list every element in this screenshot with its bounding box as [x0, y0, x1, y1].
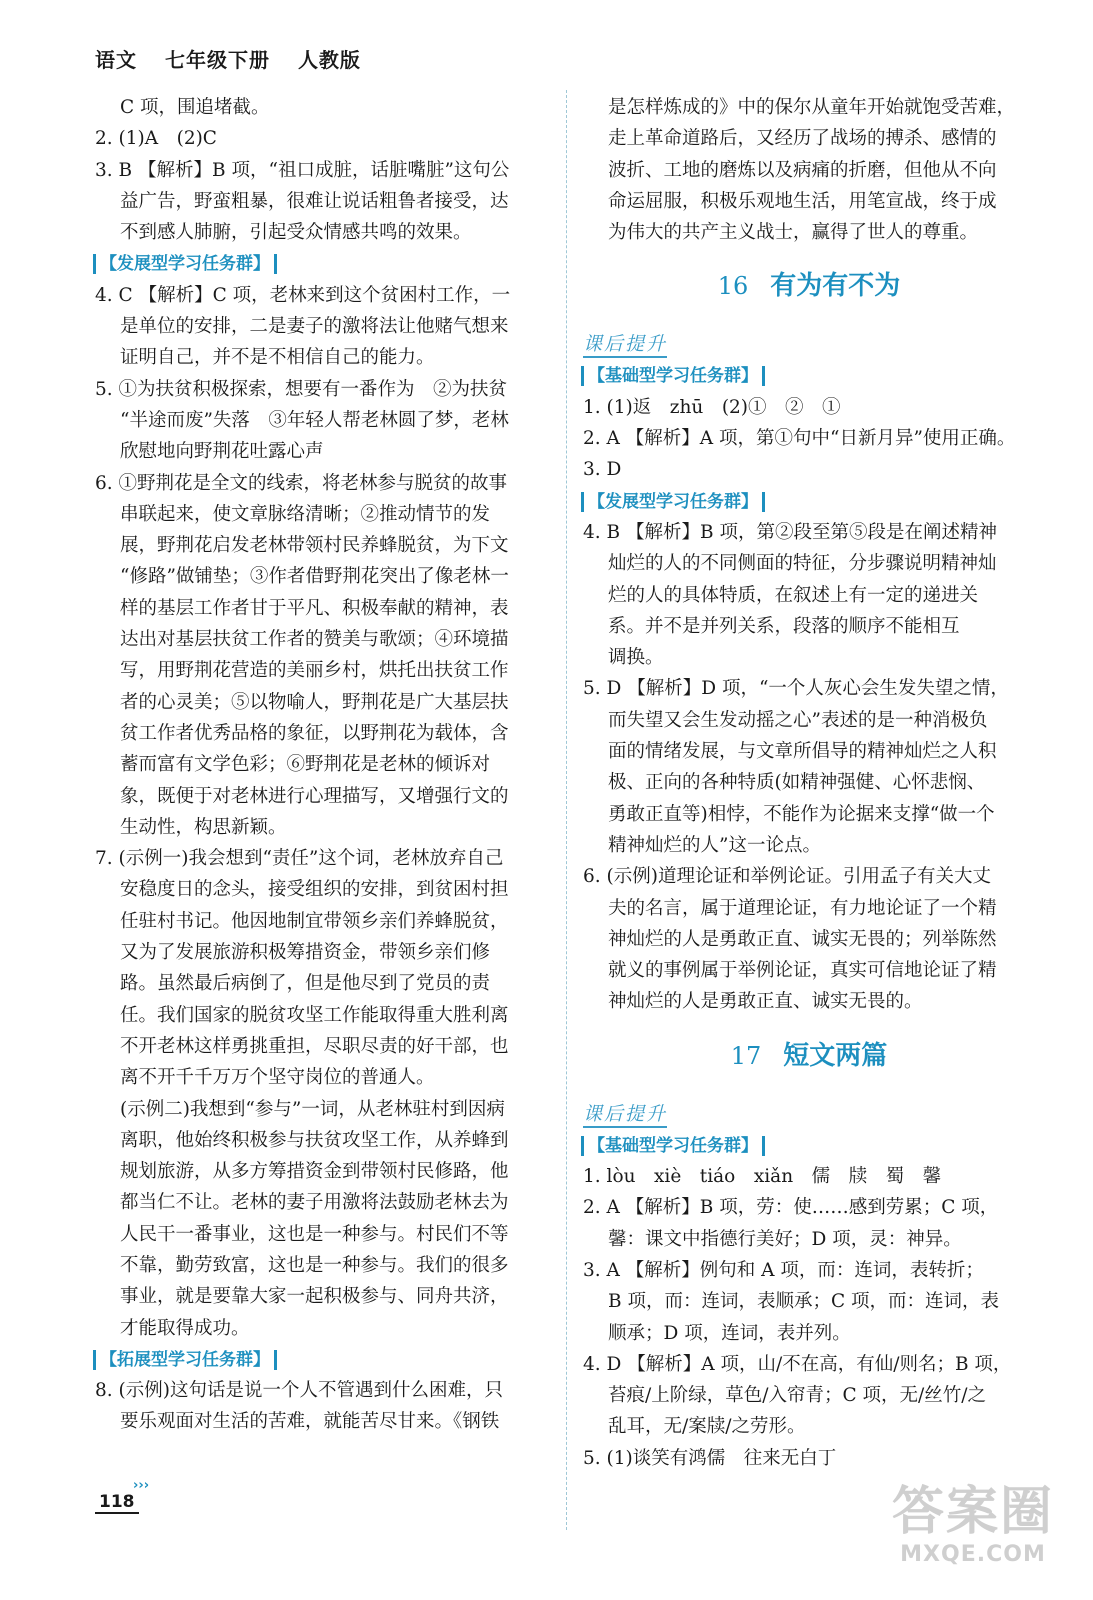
answer-line: 调换。	[608, 647, 664, 669]
answer-line: 展，野荆花启发老林带领村民养蜂脱贫，为下文	[120, 535, 509, 557]
answer-line: 烂的人的具体特质，在叙述上有一定的递进关	[608, 584, 979, 606]
answer-line: 欣慰地向野荆花吐露心声	[120, 441, 324, 463]
answer-line: 益广告，野蛮粗暴，很难让说话粗鲁者接受，达	[120, 190, 509, 212]
answer-line: 安稳度日的念头，接受组织的安排，到贫困村担	[120, 879, 509, 901]
left-column	[95, 92, 550, 1438]
task-group-label	[583, 360, 1035, 391]
answer-line: 乱耳，无/案牍/之劳形。	[608, 1416, 806, 1438]
answer-line: 馨：课文中指德行美好；D 项，灵：神异。	[608, 1228, 962, 1250]
answer-line: 走上革命道路后，又经历了战场的搏杀、感情的	[608, 128, 997, 150]
answer-line: 又为了发展旅游积极筹措资金，带领乡亲们修	[120, 942, 491, 964]
task-group-label	[583, 1130, 1035, 1161]
answer-line: 4. B 【解析】B 项，第②段至第⑤段是在阐述精神	[583, 521, 997, 543]
answer-line: 样的基层工作者甘于平凡、积极奉献的精神，表	[120, 597, 509, 619]
section-subheading-text: 课后提升	[583, 333, 667, 358]
answer-line: 蓄而富有文学色彩；⑥野荆花是老林的倾诉对	[120, 754, 491, 776]
watermark	[883, 1482, 1063, 1582]
answer-line: 才能取得成功。	[120, 1317, 250, 1339]
task-group-label-text: 【发展型学习任务群】	[581, 492, 765, 512]
answer-line: 就义的事例属于举例论证，真实可信地论证了精	[608, 960, 997, 982]
answer-line: 都当仁不让。老林的妻子用激将法鼓励老林去为	[120, 1192, 509, 1214]
task-group-label-text: 【拓展型学习任务群】	[93, 1350, 277, 1370]
answer-line: 灿烂的人的不同侧面的特征，分步骤说明精神灿	[608, 553, 997, 575]
answer-line: 为伟大的共产主义战士，赢得了世人的尊重。	[608, 222, 979, 244]
column-divider	[566, 90, 567, 1530]
answer-line: B 项，而：连词，表顺承；C 项，而：连词，表	[608, 1291, 1000, 1313]
answer-line: 4. D 【解析】A 项，山/不在高，有仙/则名；B 项，	[583, 1353, 1012, 1375]
lesson-title: 短文两篇	[783, 1040, 888, 1071]
answer-line: 离不开千千万万个坚守岗位的普通人。	[120, 1067, 435, 1089]
answer-line: 路。虽然最后病倒了，但是他尽到了党员的责	[120, 973, 491, 995]
answer-line: 是单位的安排，二是妻子的激将法让他赌气想来	[120, 316, 509, 338]
answer-line: 4. C 【解析】C 项，老林来到这个贫困村工作，一	[95, 284, 511, 306]
answer-line: C 项，围追堵截。	[120, 97, 270, 118]
task-group-label-text: 【基础型学习任务群】	[581, 366, 765, 386]
lesson-number: 16	[717, 272, 749, 301]
section-subheading	[583, 324, 1035, 360]
answer-line: “半途而废”失落 ③年轻人帮老林圆了梦，老林	[120, 409, 509, 431]
answer-line: 而失望又会生发动摇之心”表述的是一种消极负	[608, 709, 988, 731]
answer-line: (示例二)我想到“参与”一词，从老林驻村到因病	[120, 1098, 505, 1120]
page-number-block	[95, 1480, 149, 1512]
answer-line: 5. (1)谈笑有鸿儒 往来无白丁	[583, 1447, 837, 1469]
answer-line: 神灿烂的人是勇敢正直、诚实无畏的。	[608, 991, 923, 1013]
task-group-label-text: 【发展型学习任务群】	[93, 254, 277, 274]
answer-line: 6. ①野荆花是全文的线索，将老林参与脱贫的故事	[95, 472, 508, 494]
right-column	[583, 92, 1035, 1474]
answer-line: 3. A 【解析】例句和 A 项，而：连词，表转折；	[583, 1259, 984, 1281]
answer-line: 苔痕/上阶绿，草色/入帘青；C 项，无/丝竹/之	[608, 1385, 986, 1407]
task-group-label	[95, 1344, 550, 1375]
answer-line: 串联起来，使文章脉络清晰；②推动情节的发	[120, 503, 491, 525]
answer-line: 神灿烂的人是勇敢正直、诚实无畏的；列举陈然	[608, 928, 997, 950]
answer-line: 任。我们国家的脱贫攻坚工作能取得重大胜利离	[120, 1004, 509, 1026]
answer-line: 波折、工地的磨炼以及病痛的折磨，但他从不向	[608, 159, 997, 181]
answer-line: 要乐观面对生活的苦难，就能苦尽甘来。《钢铁	[120, 1411, 500, 1433]
answer-line: 规划旅游，从多方筹措资金到带领村民修路，他	[120, 1161, 509, 1183]
answer-line: 3. D	[583, 459, 622, 481]
answer-line: 是怎样炼成的》中的保尔从童年开始就饱受苦难，	[608, 97, 1016, 118]
answer-line: 者的心灵美；⑤以物喻人，野荆花是广大基层扶	[120, 691, 509, 713]
page-header	[95, 44, 381, 73]
answer-line: 达出对基层扶贫工作者的赞美与歌颂；④环境描	[120, 629, 509, 651]
watermark-logo: 答案圈	[891, 1482, 1054, 1542]
task-group-label	[95, 248, 550, 279]
watermark-url: MXQE.COM	[900, 1542, 1046, 1567]
lesson-number: 17	[730, 1041, 762, 1070]
answer-line: 命运屈服，积极乐观地生活，用笔宣战，终于成	[608, 190, 997, 212]
lesson-heading	[583, 1018, 1035, 1094]
answer-line: 8. (示例)这句话是说一个人不管遇到什么困难，只	[95, 1380, 503, 1402]
answer-line: 不开老林这样勇挑重担，尽职尽责的好干部，也	[120, 1035, 509, 1057]
header-subject: 语文	[95, 48, 137, 72]
page-number: 118	[95, 1492, 139, 1514]
lesson-heading	[583, 248, 1035, 324]
answer-line: 系。并不是并列关系，段落的顺序不能相互	[608, 615, 960, 637]
answer-line: 不到感人肺腑，引起受众情感共鸣的效果。	[120, 222, 472, 244]
answer-line: 2. A 【解析】A 项，第①句中“日新月异”使用正确。	[583, 428, 1016, 450]
page-arrows-icon: ›››	[133, 1478, 150, 1493]
answer-line: 事业，就是要靠大家一起积极参与、同舟共济，	[120, 1286, 509, 1308]
section-subheading-text: 课后提升	[583, 1103, 667, 1128]
answer-line: 写，用野荆花营造的美丽乡村，烘托出扶贫工作	[120, 660, 509, 682]
answer-line: 1. lòu xiè tiáo xiǎn 儒 牍 蜀 馨	[583, 1166, 942, 1188]
section-subheading	[583, 1094, 1035, 1130]
answer-line: 3. B 【解析】B 项，“祖口成脏，话脏嘴脏”这句公	[95, 159, 510, 181]
header-edition: 人教版	[297, 48, 361, 72]
answer-line: 2. A 【解析】B 项，劳：使……感到劳累；C 项，	[583, 1197, 999, 1219]
answer-line: 生动性，构思新颖。	[120, 816, 287, 838]
answer-line: 2. (1)A (2)C	[95, 128, 217, 150]
answer-line: 面的情绪发展，与文章所倡导的精神灿烂之人积	[608, 741, 997, 763]
answer-line: 5. ①为扶贫积极探索，想要有一番作为 ②为扶贫	[95, 378, 508, 400]
lesson-title: 有为有不为	[770, 271, 901, 302]
answer-line: 象，既便于对老林进行心理描写，又增强行文的	[120, 785, 509, 807]
answer-line: 任驻村书记。他因地制宜带领乡亲们养蜂脱贫，	[120, 910, 509, 932]
answer-line: 人民干一番事业，这也是一种参与。村民们不等	[120, 1223, 509, 1245]
answer-line: 7. (示例一)我会想到“责任”这个词，老林放弃自己	[95, 848, 504, 870]
answer-line: 5. D 【解析】D 项，“一个人灰心会生发失望之情，	[583, 678, 1009, 700]
answer-line: 贫工作者优秀品格的象征，以野荆花为载体，含	[120, 722, 509, 744]
answer-line: 夫的名言，属于道理论证，有力地论证了一个精	[608, 897, 997, 919]
answer-line: 证明自己，并不是不相信自己的能力。	[120, 347, 435, 369]
header-grade: 七年级下册	[164, 48, 270, 72]
answer-line: 顺承；D 项，连词，表并列。	[608, 1322, 851, 1344]
answer-line: 1. (1)返 zhū (2)① ② ①	[583, 396, 841, 418]
answer-line: 勇敢正直等)相悖，不能作为论据来支撑“做一个	[608, 803, 995, 825]
task-group-label-text: 【基础型学习任务群】	[581, 1136, 765, 1156]
answer-line: 不靠，勤劳致富，这也是一种参与。我们的很多	[120, 1254, 509, 1276]
answer-line: “修路”做铺垫；③作者借野荆花突出了像老林一	[120, 566, 509, 588]
task-group-label	[583, 486, 1035, 517]
answer-line: 精神灿烂的人”这一论点。	[608, 834, 821, 856]
answer-line: 极、正向的各种特质(如精神强健、心怀悲悯、	[608, 772, 986, 794]
answer-line: 离职，他始终积极参与扶贫攻坚工作，从养蜂到	[120, 1129, 509, 1151]
answer-line: 6. (示例)道理论证和举例论证。引用孟子有关大丈	[583, 866, 991, 888]
